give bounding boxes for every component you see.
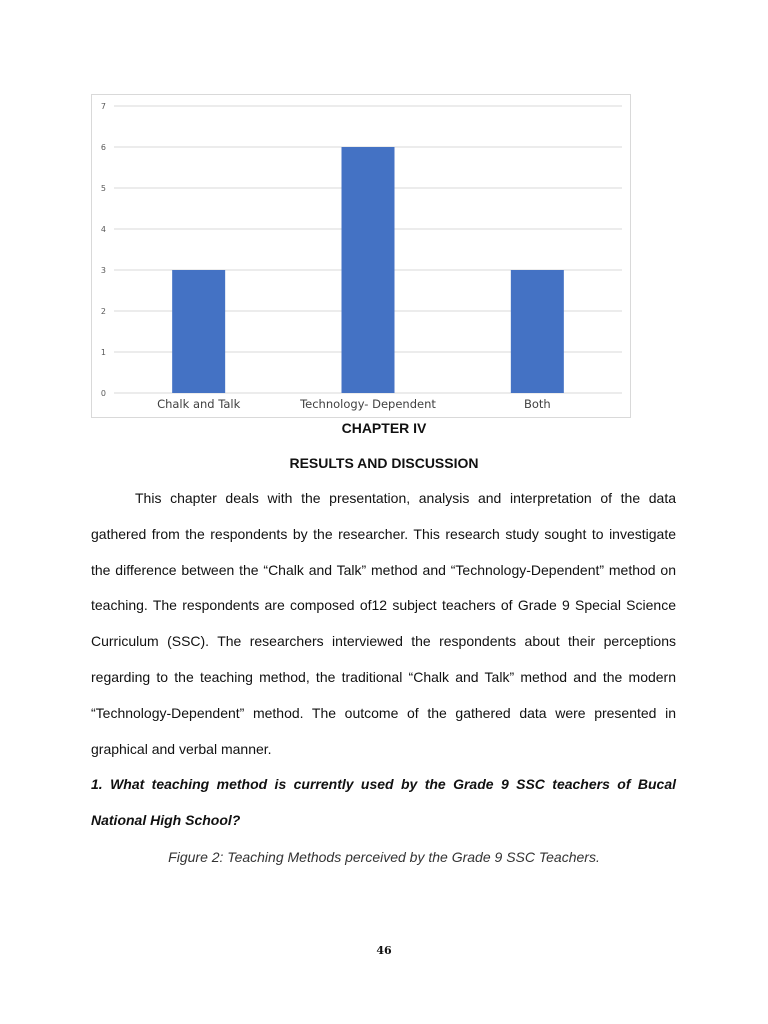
figure-caption: Figure 2: Teaching Methods perceived by the Grade 9 SSC Teachers.	[168, 849, 600, 865]
x-category-label: Chalk and Talk	[157, 397, 241, 411]
y-tick-label: 2	[100, 307, 106, 316]
section-title: RESULTS AND DISCUSSION	[289, 455, 479, 471]
bar	[511, 270, 564, 393]
y-tick-label: 6	[100, 143, 106, 152]
bar-chart	[91, 94, 631, 418]
y-tick-label: 0	[100, 389, 106, 398]
page-number: 46	[376, 944, 392, 957]
y-tick-label: 1	[100, 348, 106, 357]
chapter-heading: CHAPTER IV	[341, 420, 427, 436]
x-category-label: Both	[523, 397, 551, 411]
body-paragraph	[91, 481, 676, 767]
y-tick-label: 4	[100, 225, 106, 234]
research-question: 1. What teaching method is currently used by the Grade 9 SSC teachers of Bucal National High School?	[91, 776, 676, 828]
body-paragraph-text: This chapter deals with the presentation, analysis and interpretation of the data gathered from the respondents by the researcher. This research study sought to investigate the difference between the “Chalk and Talk” method and “Technology-Dependent” method on teaching. The respondents are composed of12 subject teachers of Grade 9 Special Science Curriculum (SSC). The researchers interviewed the respondents about their perceptions regarding to the teaching method, the traditional “Chalk and Talk” method and the modern “Technology-Dependent” method. The outcome of the gathered data were presented in graphical and verbal manner.	[91, 490, 676, 757]
bar	[172, 270, 225, 393]
bar	[342, 147, 395, 393]
bar-chart-svg	[92, 95, 632, 419]
y-tick-label: 7	[100, 102, 106, 111]
y-tick-label: 5	[100, 184, 106, 193]
x-category-label: Technology- Dependent	[300, 397, 436, 411]
y-tick-label: 3	[100, 266, 106, 275]
